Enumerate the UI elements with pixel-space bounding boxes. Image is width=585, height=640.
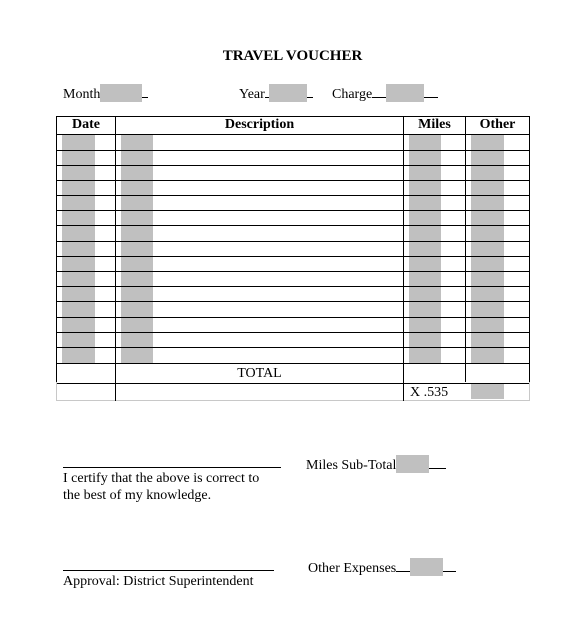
col-divider-2 bbox=[403, 116, 404, 401]
approval-signature-line bbox=[63, 570, 274, 571]
certify-signature-line bbox=[63, 467, 281, 468]
table-row-line bbox=[56, 210, 530, 211]
table-row-line bbox=[56, 150, 530, 151]
table-lower-border bbox=[56, 382, 530, 401]
miles-subtotal-underline bbox=[429, 454, 446, 469]
other-expenses-underline-right bbox=[443, 557, 456, 572]
certify-text-line1: I certify that the above is correct to bbox=[63, 471, 260, 486]
table-row-line bbox=[56, 165, 530, 166]
miles-column-field[interactable] bbox=[409, 135, 441, 363]
mileage-rate-label: X .535 bbox=[410, 385, 449, 400]
table-row-line bbox=[56, 256, 530, 257]
total-row-top-line bbox=[56, 363, 530, 364]
table-row-line bbox=[56, 286, 530, 287]
table-row-line bbox=[56, 195, 530, 196]
other-expenses-label: Other Expenses bbox=[308, 561, 397, 576]
other-expenses-underline-left bbox=[396, 557, 410, 572]
document-title: TRAVEL VOUCHER bbox=[222, 48, 363, 64]
year-label: Year bbox=[239, 87, 265, 102]
other-expenses-row bbox=[308, 557, 456, 577]
other-expenses-field[interactable] bbox=[410, 558, 443, 576]
month-label: Month bbox=[63, 87, 101, 102]
table-row-line bbox=[56, 332, 530, 333]
miles-subtotal-field[interactable] bbox=[396, 455, 429, 473]
table-row-line bbox=[56, 225, 530, 226]
col-divider-3 bbox=[465, 116, 466, 382]
table-row-line bbox=[56, 134, 530, 135]
miles-subtotal-label: Miles Sub-Total bbox=[306, 458, 397, 473]
header-other: Other bbox=[479, 117, 516, 132]
table-row-line bbox=[56, 271, 530, 272]
approval-text: Approval: District Superintendent bbox=[63, 574, 254, 589]
table-row-line bbox=[56, 317, 530, 318]
date-column-field[interactable] bbox=[62, 135, 95, 363]
total-label: TOTAL bbox=[237, 366, 282, 381]
certify-text-line2: the best of my knowledge. bbox=[63, 488, 212, 503]
miles-subtotal-row bbox=[306, 454, 446, 474]
col-divider-1 bbox=[115, 116, 116, 401]
table-row-line bbox=[56, 301, 530, 302]
charge-label: Charge bbox=[332, 87, 373, 102]
table-row-line bbox=[56, 180, 530, 181]
description-column-field[interactable] bbox=[121, 135, 153, 363]
header-miles: Miles bbox=[418, 117, 451, 132]
table-row-line bbox=[56, 347, 530, 348]
other-column-field[interactable] bbox=[471, 135, 504, 363]
header-description: Description bbox=[224, 117, 295, 132]
header-date: Date bbox=[72, 117, 100, 132]
table-row-line bbox=[56, 241, 530, 242]
rate-total-field[interactable] bbox=[471, 384, 504, 399]
